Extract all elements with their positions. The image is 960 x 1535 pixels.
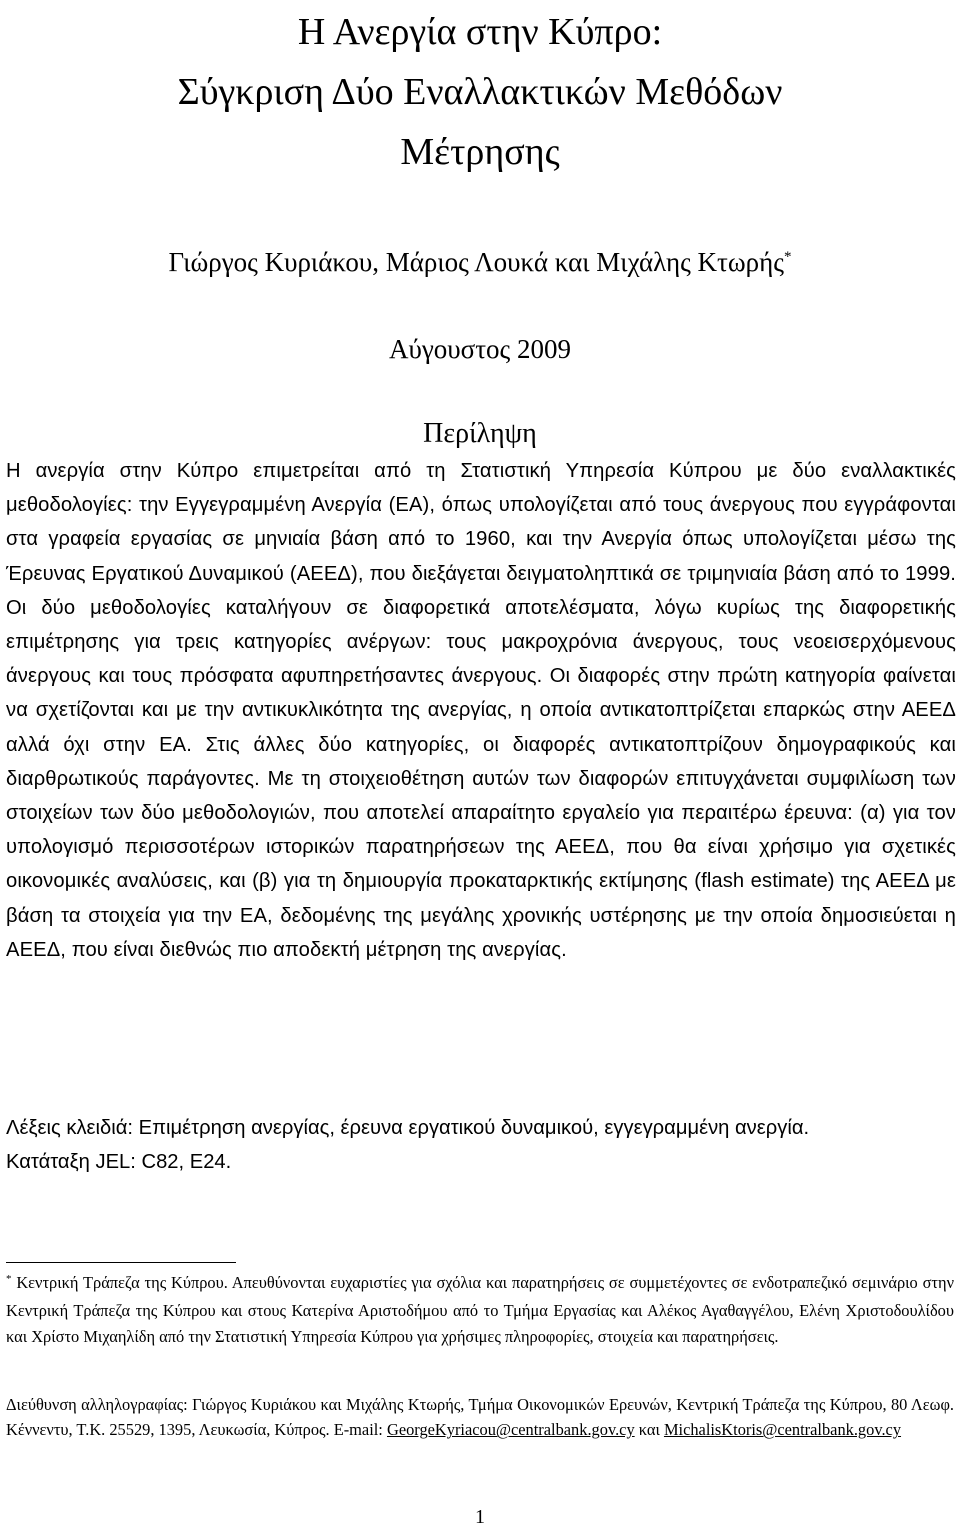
address-text: Διεύθυνση αλληλογραφίας: Γιώργος Κυριάκου και Μιχάλης Κτωρής, Τμήμα Οικονομικών Ερευνών, Κεντρική Τράπεζα της Κύπρου, 80 Λεωφ. Κέννεντυ, Τ.Κ. 25529, 1395, Λευκωσία, Κύπρος. E-mail: — [6, 1395, 954, 1440]
address-conjunction: και — [634, 1420, 664, 1440]
footnote-separator — [6, 1262, 236, 1263]
authors-text: Γιώργος Κυριάκου, Μάριος Λουκά και Μιχάλης Κτωρής — [168, 247, 784, 277]
email-link-kyriacou[interactable]: GeorgeKyriacou@centralbank.gov.cy — [386, 1420, 635, 1440]
paper-title — [0, 2, 960, 182]
footnote — [6, 1270, 954, 1349]
publication-date: Αύγουστος 2009 — [388, 334, 571, 364]
abstract-heading: Περίληψη — [423, 418, 537, 449]
keywords-block — [6, 1111, 956, 1179]
authors-footnote-marker: * — [783, 249, 792, 265]
authors — [0, 240, 960, 289]
keywords-line: Λέξεις κλειδιά: Επιμέτρηση ανεργίας, έρευνα εργατικού δυναμικού, εγγεγραμμένη ανεργία. — [6, 1117, 810, 1139]
abstract-body — [6, 454, 956, 967]
title-line-1: Η Ανεργία στην Κύπρο: — [297, 11, 663, 53]
footnote-marker: * — [6, 1273, 12, 1285]
page-number: 1 — [475, 1506, 485, 1528]
email-link-ktoris[interactable]: MichalisKtoris@centralbank.gov.cy — [663, 1420, 902, 1440]
title-line-3: Μέτρησης — [400, 131, 560, 173]
footnote-text: Κεντρική Τράπεζα της Κύπρου. Απευθύνονται ευχαριστίες για σχόλια και παρατηρήσεις σε συμμετέχοντες σε ενδοτραπεζικό σεμινάριο στην Κεντρική Τράπεζα της Κύπρου και στους Κατερίνα Αριστοδήμου από το Τμήμα Εργασίας και Αλέκος Αγαθαγγέλου, Ελένη Χριστοδουλίδου και Χρίστο Μιχαηλίδη από την Στατιστική Υπηρεσία Κύπρου για χρήσιμες πληροφορίες, στοιχεία και παρατηρήσεις. — [6, 1273, 954, 1346]
correspondence-address — [6, 1392, 954, 1443]
abstract-paragraph: Η ανεργία στην Κύπρο επιμετρείται από τη Στατιστική Υπηρεσία Κύπρου με δύο εναλλακτικές μεθοδολογίες: την Εγγεγραμμένη Ανεργία (ΕΑ), όπως υπολογίζεται από τους άνεργους που εγγράφονται στα γραφεία εργασίας σε μηνιαία βάση από το 1960, και την Ανεργία όπως υπολογίζεται μέσω της Έρευνας Εργατικού Δυναμικού (ΑΕΕΔ), που διεξάγεται δειγματοληπτικά σε τριμηνιαία βάση από το 1999. Οι δύο μεθοδολογίες καταλήγουν σε διαφορετικά αποτελέσματα, λόγω κυρίως της διαφορετικής επιμέτρησης για τρεις κατηγορίες ανέργων: τους μακροχρόνια άνεργους, τους νεοεισερχόμενους άνεργους και τους πρόσφατα αφυπηρετήσαντες άνεργους. Οι διαφορές στην πρώτη κατηγορία φαίνεται να σχετίζονται και με την αντικυκλικότητα της ανεργίας, η οποία αντικατοπτρίζεται επαρκώς στην ΑΕΕΔ αλλά όχι στην ΕΑ. Στις άλλες δύο κατηγορίες, οι διαφορές αντικατοπτρίζουν δημογραφικούς και διαρθρωτικούς παράγοντες. Με τη στοιχειοθέτηση αυτών των διαφορών επιτυγχάνεται συμφιλίωση των στοιχείων των δύο μεθοδολογιών, που αποτελεί απαραίτητο εργαλείο για περαιτέρω έρευνα: (α) για τον υπολογισμό περισσοτέρων ιστορικών παρατηρήσεων της ΑΕΕΔ, που θα είναι χρήσιμο για σχετικές οικονομικές αναλύσεις, και (β) για τη δημιουργία προκαταρκτικής εκτίμησης (flash estimate) της ΑΕΕΔ με βάση τα στοιχεία για την ΕΑ, δεδομένης της μεγάλης χρονικής υστέρησης με την οποία δημοσιεύεται η ΑΕΕΔ, που είναι διεθνώς πιο αποδεκτή μέτρηση της ανεργίας. — [6, 460, 956, 961]
title-line-2: Σύγκριση Δύο Εναλλακτικών Μεθόδων — [177, 71, 783, 113]
jel-classification: Κατάταξη JEL: C82, E24. — [6, 1151, 232, 1173]
